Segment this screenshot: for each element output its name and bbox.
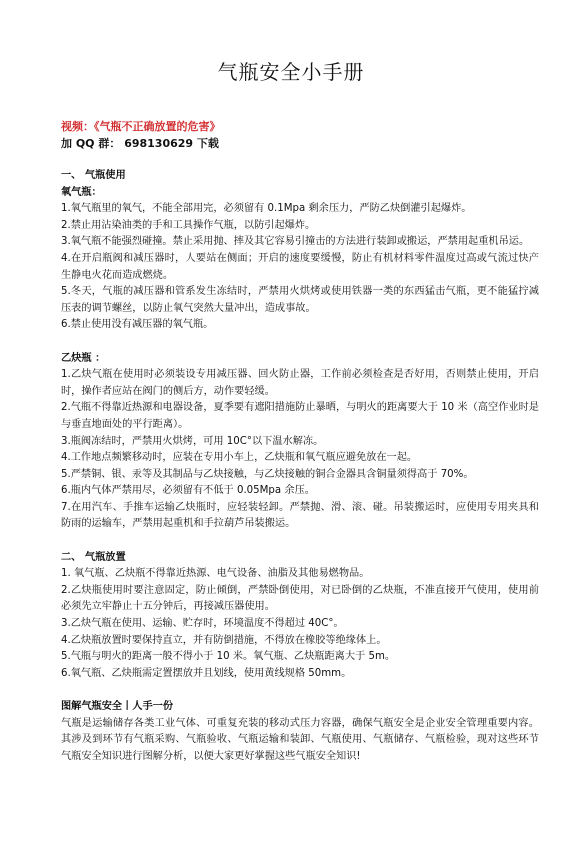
list-item: 2.气瓶不得靠近热源和电器设备，夏季要有遮阳措施防止暴晒，与明火的距离要大于 10 米（高空作业时是与垂直地面处的平行距离）。 [61, 402, 539, 430]
oxygen-label: 氧气瓶： [61, 186, 102, 198]
section-heading-placement: 二、 气瓶放置 [61, 551, 126, 563]
list-item: 6.瓶内气体严禁用尽，必须留有不低于 0.05Mpa 余压。 [61, 485, 315, 497]
list-item: 5.严禁铜、银、汞等及其制品与乙炔接触，与乙炔接触的铜合金器具含铜量须得高于 70%。 [61, 468, 474, 480]
list-item: 6.氧气瓶、乙炔瓶需定置摆放并且划线，使用黄线规格 50mm。 [61, 667, 352, 679]
list-item: 4.乙炔瓶放置时要保持直立，并有防倒措施，不得放在橡胶等绝缘体上。 [61, 634, 387, 646]
page-title: 气瓶安全小手册 [217, 60, 365, 84]
list-item: 4.在开启瓶阀和减压器时，人要站在侧面；开启的速度要缓慢，防止有机材料零件温度过高或气流过快产生静电火花而造成燃烧。 [61, 252, 539, 281]
list-item: 6.禁止使用没有减压器的氧气瓶。 [61, 319, 214, 331]
list-item: 5.冬天，气瓶的减压器和管系发生冻结时，严禁用火烘烤或使用铁器一类的东西猛击气瓶，更不能猛拧减压表的调节螺丝，以防止氧气突然大量冲出，造成事故。 [61, 286, 539, 314]
acetylene-label: 乙炔瓶 ： [61, 352, 106, 364]
list-item: 1.氧气瓶里的氧气，不能全部用完，必须留有 0.1Mpa 剩余压力，严防乙炔倒灌引起爆炸。 [61, 203, 472, 215]
list-item: 4.工作地点频繁移动时，应装在专用小车上，乙炔瓶和氧气瓶应避免放在一起。 [61, 452, 418, 464]
list-item: 1.乙炔气瓶在使用时必须装设专用减压器、回火防止器，工作前必须检查是否好用，否则禁止使用，开启时，操作者应站在阀门的侧后方，动作要轻缓。 [61, 369, 539, 397]
list-item: 3.瓶阀冻结时，严禁用火烘烤，可用 10C°以下温水解冻。 [61, 435, 324, 447]
list-item: 2.乙炔瓶使用时要注意固定，防止倾倒，严禁卧倒使用，对已卧倒的乙炔瓶，不准直接开气使用，使用前必须先立牢静止十五分钟后，再接减压器使用。 [61, 584, 539, 613]
list-item: 5.气瓶与明火的距离一般不得小于 10 米。氧气瓶、乙炔瓶距离大于 5m。 [61, 651, 396, 663]
list-item: 1. 氧气瓶、乙炔瓶不得靠近热源、电气设备、油脂及其他易燃物品。 [61, 568, 370, 580]
list-item: 3.氧气瓶不能强烈碰撞。禁止采用抛、摔及其它容易引撞击的方法进行装卸或搬运，严禁用起重机吊运。 [61, 236, 530, 248]
section-heading-illustrated: 图解气瓶安全丨人手一份 [61, 701, 174, 712]
list-item: 2.禁止用沾染油类的手和工具操作气瓶，以防引起爆炸。 [61, 219, 316, 231]
document-body [61, 168, 539, 765]
video-link[interactable]: 视频：《气瓶不正确放置的危害》 [61, 120, 221, 133]
list-item: 3.乙炔气瓶在使用、运输、贮存时，环境温度不得超过 40C°。 [61, 618, 344, 630]
list-item: 7.在用汽车、手推车运输乙炔瓶时，应轻装轻卸。严禁抛、滑、滚、碰。吊装搬运时，应使用专用夹具和防雨的运输车，严禁用起重机和手拉葫芦吊装搬运。 [61, 501, 539, 530]
qq-group-line: 加 QQ 群： 698130629 下载 [61, 137, 219, 150]
section-heading-usage: 一、 气瓶使用 [61, 170, 126, 181]
intro-paragraph: 气瓶是运输储存各类工业气体、可重复充装的移动式压力容器，确保气瓶安全是企业安全管理重要内容。其涉及到环节有气瓶采购、气瓶验收、气瓶运输和装卸、气瓶使用、气瓶储存、气瓶检验，现对这些环节气瓶安全知识进行图解分析，以便大家更好掌握这些气瓶安全知识! [61, 717, 539, 762]
